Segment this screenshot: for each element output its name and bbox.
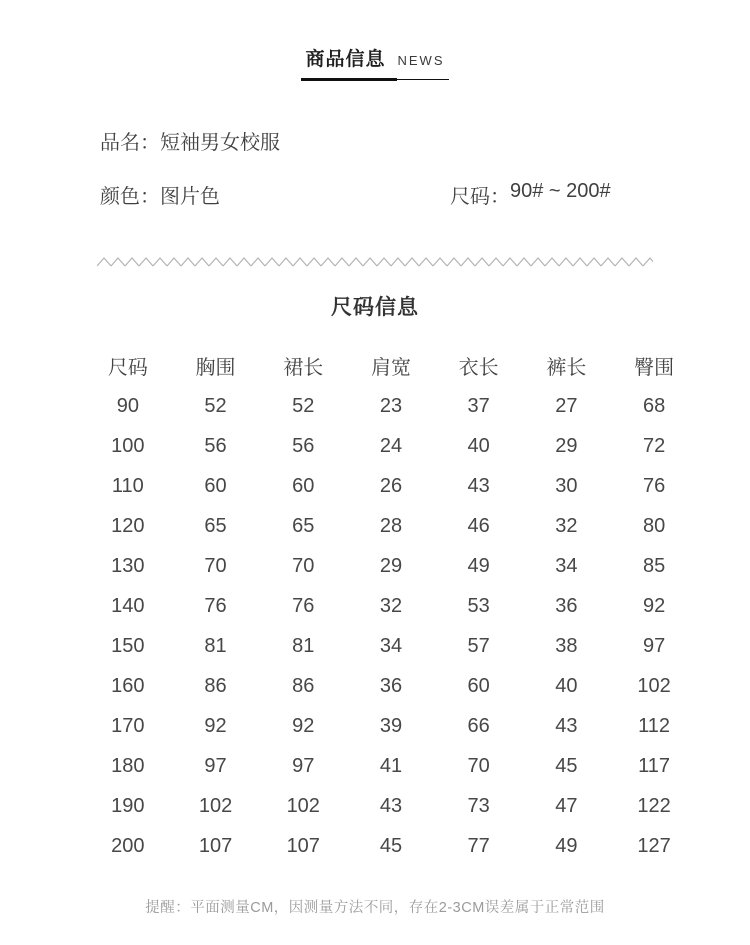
column-header-hip: 臀围 (634, 356, 675, 379)
size-table (84, 344, 698, 866)
size-cell: 110 (111, 474, 144, 497)
skirt-length-cell: 102 (286, 794, 320, 817)
garment-length-cell: 40 (467, 434, 490, 457)
product-name-label: 品名： (100, 132, 160, 154)
pants-length-cell: 30 (555, 474, 578, 497)
header-inner (301, 44, 448, 81)
skirt-length-cell: 65 (292, 514, 315, 537)
size-table-row (84, 586, 698, 626)
size-table-head (84, 344, 698, 386)
size-cell: 140 (111, 594, 145, 617)
shoulder-width-cell: 43 (379, 794, 403, 817)
skirt-length-cell: 97 (292, 754, 315, 777)
size-table-row (84, 706, 698, 746)
pants-length-cell: 27 (555, 394, 578, 417)
hip-cell: 80 (642, 514, 666, 537)
skirt-length-cell: 56 (292, 434, 315, 457)
size-table-row (84, 466, 698, 506)
size-table-row (84, 426, 698, 466)
column-header-pants-length: 裤长 (546, 356, 587, 379)
hip-cell: 117 (638, 754, 671, 777)
pants-length-cell: 49 (555, 834, 578, 857)
shoulder-width-cell: 36 (379, 674, 403, 697)
column-header-size: 尺码 (107, 356, 148, 379)
product-color-value: 图片色 (160, 186, 220, 208)
chest-cell: 86 (204, 674, 227, 697)
skirt-length-cell: 107 (286, 834, 320, 857)
product-size-block (450, 180, 611, 209)
garment-length-cell: 60 (467, 674, 490, 697)
shoulder-width-cell: 26 (379, 474, 403, 497)
pants-length-cell: 38 (555, 634, 578, 657)
size-table-row (84, 546, 698, 586)
garment-length-cell: 57 (467, 634, 490, 657)
size-section-title: 尺码信息 (331, 296, 419, 319)
zigzag-divider-icon (97, 255, 653, 269)
hip-cell: 127 (637, 834, 671, 857)
garment-length-cell: 37 (467, 394, 490, 417)
garment-length-cell: 46 (467, 514, 490, 537)
garment-length-cell: 77 (467, 834, 490, 857)
shoulder-width-cell: 28 (379, 514, 403, 537)
size-table-row (84, 826, 698, 866)
chest-cell: 102 (198, 794, 233, 817)
hip-cell: 92 (642, 594, 666, 617)
divider-wrap (0, 255, 750, 269)
shoulder-width-cell: 29 (379, 554, 403, 577)
product-name-row (100, 126, 611, 155)
pants-length-cell: 47 (555, 794, 578, 817)
product-size-value: 90# ~ 200# (510, 180, 611, 202)
chest-cell: 56 (204, 434, 227, 457)
chest-cell: 92 (204, 714, 227, 737)
skirt-length-cell: 52 (292, 394, 315, 417)
header (0, 44, 750, 81)
chest-cell: 52 (204, 394, 227, 417)
size-table-row (84, 746, 698, 786)
pants-length-cell: 34 (555, 554, 578, 577)
size-table-row (84, 506, 698, 546)
hip-cell: 122 (637, 794, 671, 817)
pants-length-cell: 40 (555, 674, 578, 697)
size-cell: 130 (111, 554, 145, 577)
garment-length-cell: 49 (467, 554, 490, 577)
product-color-block (100, 180, 450, 209)
pants-length-cell: 36 (555, 594, 578, 617)
size-cell: 150 (111, 634, 145, 657)
hip-cell: 102 (637, 674, 671, 697)
shoulder-width-cell: 39 (379, 714, 403, 737)
header-title: 商品信息 (305, 49, 386, 70)
chest-cell: 65 (204, 514, 227, 537)
shoulder-width-cell: 32 (379, 594, 403, 617)
chest-cell: 97 (204, 754, 227, 777)
chest-cell: 76 (204, 594, 227, 617)
size-cell: 180 (111, 754, 145, 777)
chest-cell: 107 (198, 834, 233, 857)
product-info (100, 126, 611, 209)
product-color-label: 颜色： (100, 186, 160, 208)
size-table-row (84, 786, 698, 826)
skirt-length-cell: 76 (292, 594, 315, 617)
header-subtitle: NEWS (397, 53, 445, 68)
garment-length-cell: 43 (467, 474, 490, 497)
size-cell: 160 (111, 674, 145, 697)
chest-cell: 81 (204, 634, 227, 657)
column-header-garment-length: 衣长 (458, 356, 499, 379)
header-underline-thin (397, 79, 448, 80)
size-cell: 200 (111, 834, 145, 857)
skirt-length-cell: 92 (292, 714, 315, 737)
size-cell: 90 (116, 394, 139, 417)
skirt-length-cell: 86 (292, 674, 315, 697)
chest-cell: 60 (204, 474, 227, 497)
size-table-header-row (84, 344, 698, 386)
skirt-length-cell: 60 (292, 474, 315, 497)
column-header-shoulder-width: 肩宽 (370, 356, 411, 379)
shoulder-width-cell: 34 (379, 634, 403, 657)
shoulder-width-cell: 45 (379, 834, 403, 857)
size-table-row (84, 626, 698, 666)
size-table-row (84, 666, 698, 706)
size-cell: 190 (111, 794, 145, 817)
shoulder-width-cell: 41 (379, 754, 403, 777)
size-table-body (84, 386, 698, 866)
product-name-value: 短袖男女校服 (160, 132, 280, 154)
size-cell: 170 (111, 714, 145, 737)
pants-length-cell: 32 (555, 514, 578, 537)
pants-length-cell: 29 (555, 434, 578, 457)
garment-length-cell: 66 (467, 714, 490, 737)
shoulder-width-cell: 24 (379, 434, 403, 457)
header-underline-bold (301, 78, 397, 81)
pants-length-cell: 45 (555, 754, 578, 777)
hip-cell: 112 (638, 714, 671, 737)
hip-cell: 97 (642, 634, 666, 657)
pants-length-cell: 43 (555, 714, 578, 737)
garment-length-cell: 70 (467, 754, 490, 777)
skirt-length-cell: 70 (292, 554, 315, 577)
product-color-size-row (100, 180, 611, 209)
shoulder-width-cell: 23 (379, 394, 403, 417)
hip-cell: 72 (642, 434, 666, 457)
size-cell: 100 (111, 434, 145, 457)
hip-cell: 76 (642, 474, 666, 497)
product-size-label: 尺码： (450, 186, 510, 208)
chest-cell: 70 (204, 554, 227, 577)
column-header-skirt-length: 裙长 (283, 356, 324, 379)
footer-note: 提醒：平面测量CM，因测量方法不同，存在2-3CM误差属于正常范围 (145, 900, 605, 916)
garment-length-cell: 73 (467, 794, 490, 817)
column-header-chest: 胸围 (195, 356, 236, 379)
size-table-row (84, 386, 698, 426)
skirt-length-cell: 81 (292, 634, 315, 657)
hip-cell: 85 (642, 554, 666, 577)
size-cell: 120 (111, 514, 145, 537)
garment-length-cell: 53 (467, 594, 490, 617)
hip-cell: 68 (642, 394, 666, 417)
